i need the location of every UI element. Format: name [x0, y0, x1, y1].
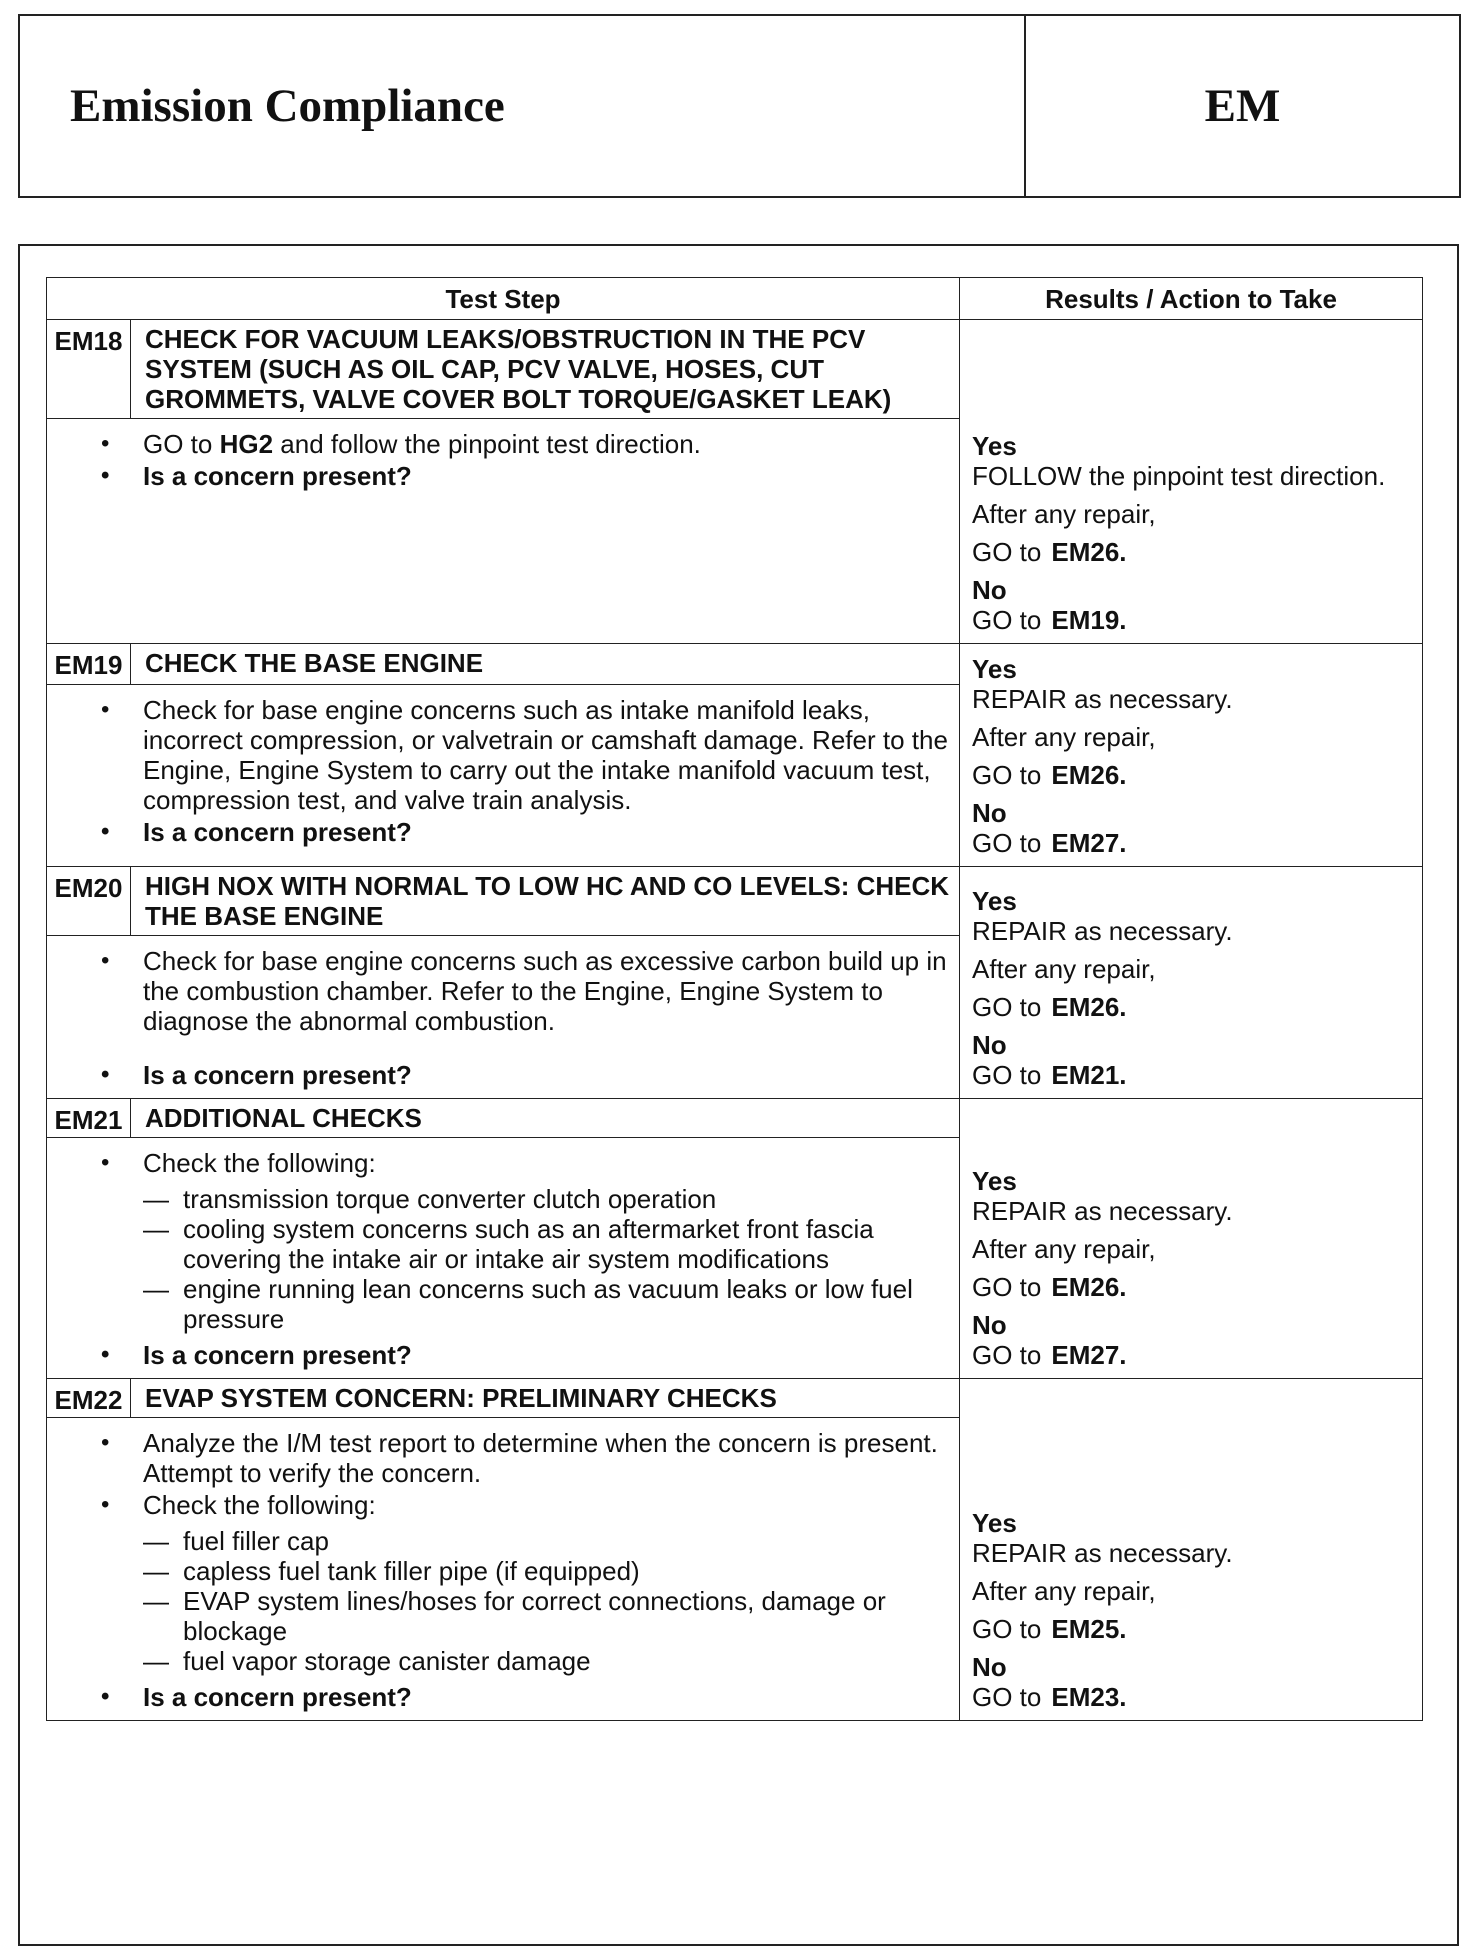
step-title: ADDITIONAL CHECKS — [131, 1099, 960, 1138]
step-body — [47, 1138, 960, 1379]
section-code: EM — [1204, 80, 1281, 132]
result-yes-action: REPAIR as necessary. — [972, 916, 1233, 946]
step-bullet: • Analyze the I/M test report to determine when the concern is present. Attempt to verify the concern. — [143, 1428, 949, 1488]
step-id: EM18 — [47, 320, 131, 419]
step-link: EM26. — [1051, 760, 1127, 790]
result-yes-label: Yes — [972, 431, 1017, 461]
result-yes-label: Yes — [972, 886, 1017, 916]
step-bullet: • Check for base engine concerns such as intake manifold leaks, incorrect compression, or valvetrain or camshaft damage. Refer to the Engine, Engine System to carry out the intake manifold vacuum test, compression test, and valve train analysis. — [143, 695, 949, 815]
result-no-label: No — [972, 798, 1007, 828]
section-title: Emission Compliance — [20, 16, 1026, 196]
step-title-row — [47, 1099, 1423, 1138]
result-cell — [960, 1379, 1423, 1721]
result-no-label: No — [972, 1652, 1007, 1682]
dash-list — [143, 1184, 949, 1334]
result-no-goto: GO to EM27. — [972, 828, 1127, 858]
step-title: HIGH NOX WITH NORMAL TO LOW HC AND CO LEVELS: CHECK THE BASE ENGINE — [131, 867, 960, 936]
result-yes-goto: GO to EM26. — [972, 537, 1127, 567]
step-link: EM23. — [1051, 1682, 1127, 1712]
result-yes-label: Yes — [972, 1166, 1017, 1196]
dash-item: — fuel vapor storage canister damage — [143, 1646, 949, 1676]
dash-list — [143, 1526, 949, 1676]
step-title: CHECK FOR VACUUM LEAKS/OBSTRUCTION IN THE PCV SYSTEM (SUCH AS OIL CAP, PCV VALVE, HOSES, CUT GROMMETS, VALVE COVER BOLT TORQUE/GASKET LEAK) — [131, 320, 960, 419]
step-bullet: • Check the following: — [143, 1490, 949, 1520]
step-title: EVAP SYSTEM CONCERN: PRELIMINARY CHECKS — [131, 1379, 960, 1418]
column-header-test-step: Test Step — [47, 278, 960, 320]
step-id: EM22 — [47, 1379, 131, 1418]
step-link: EM27. — [1051, 1340, 1127, 1370]
step-bullet: • GO to HG2 and follow the pinpoint test direction. — [143, 429, 949, 459]
step-link: EM26. — [1051, 992, 1127, 1022]
result-yes-action: REPAIR as necessary. — [972, 684, 1233, 714]
step-title-row — [47, 1379, 1423, 1418]
step-question: • Is a concern present? — [143, 1060, 949, 1090]
result-after-repair: After any repair, — [972, 722, 1156, 752]
step-title-row — [47, 320, 1423, 419]
result-no-goto: GO to EM21. — [972, 1060, 1127, 1090]
step-link: EM26. — [1051, 1272, 1127, 1302]
result-yes-goto: GO to EM26. — [972, 760, 1127, 790]
step-body — [47, 685, 960, 867]
result-no-goto: GO to EM23. — [972, 1682, 1127, 1712]
dash-item: — engine running lean concerns such as vacuum leaks or low fuel pressure — [143, 1274, 949, 1334]
dash-item: — EVAP system lines/hoses for correct connections, damage or blockage — [143, 1586, 949, 1646]
result-cell — [960, 1099, 1423, 1379]
result-cell — [960, 867, 1423, 1099]
dash-item: — capless fuel tank filler pipe (if equipped) — [143, 1556, 949, 1586]
column-header-results: Results / Action to Take — [960, 278, 1423, 320]
result-after-repair: After any repair, — [972, 1576, 1156, 1606]
step-body — [47, 936, 960, 1099]
result-yes-goto: GO to EM26. — [972, 992, 1127, 1022]
result-yes-action: REPAIR as necessary. — [972, 1196, 1233, 1226]
result-yes-action: REPAIR as necessary. — [972, 1538, 1233, 1568]
dash-item: — fuel filler cap — [143, 1526, 949, 1556]
step-link: EM19. — [1051, 605, 1127, 635]
step-question: • Is a concern present? — [143, 461, 949, 491]
step-question: • Is a concern present? — [143, 817, 949, 847]
result-no-goto: GO to EM19. — [972, 605, 1127, 635]
step-body — [47, 1418, 960, 1721]
page-header — [18, 14, 1461, 198]
step-bullet: • Check the following: — [143, 1148, 949, 1178]
step-link: EM25. — [1051, 1614, 1127, 1644]
result-cell — [960, 644, 1423, 867]
test-step-table — [46, 277, 1423, 1721]
result-no-goto: GO to EM27. — [972, 1340, 1127, 1370]
step-id: EM19 — [47, 644, 131, 685]
result-yes-action: FOLLOW the pinpoint test direction. — [972, 461, 1386, 491]
dash-item: — transmission torque converter clutch operation — [143, 1184, 949, 1214]
result-yes-goto: GO to EM25. — [972, 1614, 1127, 1644]
dash-item: — cooling system concerns such as an aftermarket front fascia covering the intake air or intake air system modifications — [143, 1214, 949, 1274]
result-no-label: No — [972, 575, 1007, 605]
step-title-row — [47, 867, 1423, 936]
result-yes-label: Yes — [972, 654, 1017, 684]
result-no-label: No — [972, 1310, 1007, 1340]
step-link: EM21. — [1051, 1060, 1127, 1090]
result-cell — [960, 320, 1423, 644]
result-after-repair: After any repair, — [972, 1234, 1156, 1264]
step-id: EM21 — [47, 1099, 131, 1138]
step-id: EM20 — [47, 867, 131, 936]
step-bullet: • Check for base engine concerns such as excessive carbon build up in the combustion chamber. Refer to the Engine, Engine System to diagnose the abnormal combustion. — [143, 946, 949, 1036]
step-question: • Is a concern present? — [143, 1340, 949, 1370]
result-after-repair: After any repair, — [972, 954, 1156, 984]
step-link: EM27. — [1051, 828, 1127, 858]
step-title: CHECK THE BASE ENGINE — [131, 644, 960, 685]
result-after-repair: After any repair, — [972, 499, 1156, 529]
result-yes-goto: GO to EM26. — [972, 1272, 1127, 1302]
step-question: • Is a concern present? — [143, 1682, 949, 1712]
step-link: EM26. — [1051, 537, 1127, 567]
result-yes-label: Yes — [972, 1508, 1017, 1538]
result-no-label: No — [972, 1030, 1007, 1060]
step-body — [47, 419, 960, 644]
table-header-row — [47, 278, 1423, 320]
step-title-row — [47, 644, 1423, 685]
